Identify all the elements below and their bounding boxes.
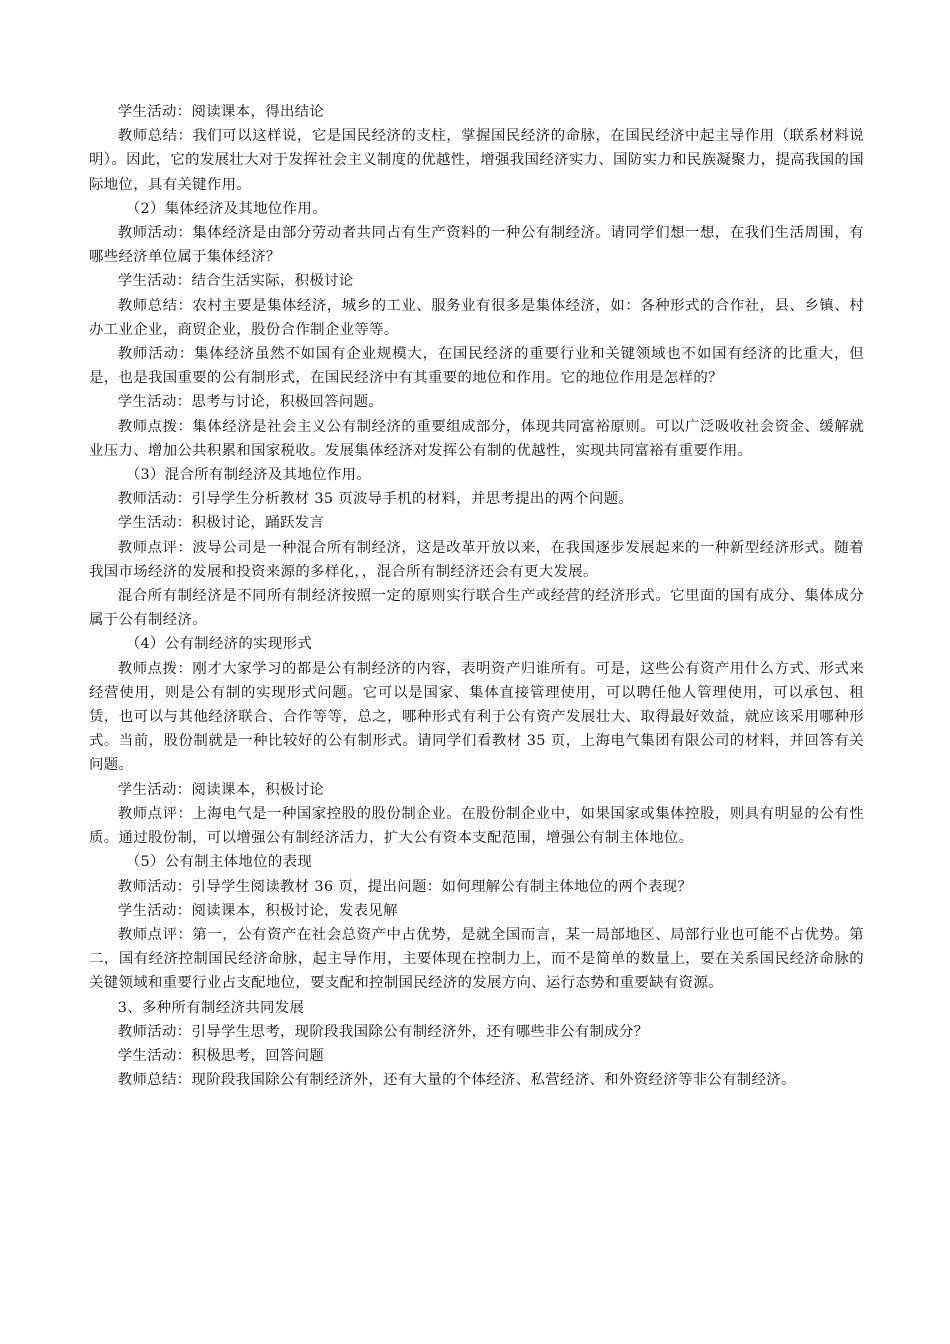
paragraph: 教师总结：我们可以这样说，它是国民经济的支柱，掌握国民经济的命脉，在国民经济中起主导作用（联系材料说明）。因此，它的发展壮大对于发挥社会主义制度的优越性，增强我国经济实力、国防实力和民族凝聚力，提高我国的国际地位，具有关键作用。 bbox=[89, 128, 864, 193]
paragraph: 教师总结：农村主要是集体经济，城乡的工业、服务业有很多是集体经济，如：各种形式的合作社，县、乡镇、村办工业企业，商贸企业，股份合作制企业等等。 bbox=[89, 297, 864, 338]
paragraph: 教师点拨：集体经济是社会主义公有制经济的重要组成部分，体现共同富裕原则。可以广泛吸收社会资金、缓解就业压力、增加公共积累和国家税收。发展集体经济对发挥公有制的优越性，实现共同富裕有重要作用。 bbox=[89, 418, 864, 459]
paragraph: 学生活动：积极思考，回答问题 bbox=[117, 1047, 325, 1064]
paragraph: 教师活动：集体经济是由部分劳动者共同占有生产资料的一种公有制经济。请同学们想一想，在我们生活周围，有哪些经济单位属于集体经济？ bbox=[89, 225, 864, 266]
paragraph: 教师活动：引导学生阅读教材 36 页，提出问题：如何理解公有制主体地位的两个表现？ bbox=[117, 878, 693, 895]
section-heading: 3、多种所有制经济共同发展 bbox=[117, 999, 305, 1016]
section-heading: （4）公有制经济的实现形式 bbox=[125, 636, 313, 653]
paragraph: 混合所有制经济是不同所有制经济按照一定的原则实行联合生产或经营的经济形式。它里面的国有成分、集体成分属于公有制经济。 bbox=[89, 588, 864, 629]
paragraph: 教师活动：引导学生分析教材 35 页波导手机的材料，并思考提出的两个问题。 bbox=[117, 491, 634, 508]
paragraph: 教师活动：引导学生思考，现阶段我国除公有制经济外，还有哪些非公有制成分？ bbox=[117, 1023, 649, 1040]
paragraph: 学生活动：结合生活实际，积极讨论 bbox=[117, 273, 354, 290]
paragraph: 教师点拨：刚才大家学习的都是公有制经济的内容，表明资产归谁所有。可是，这些公有资产用什么方式、形式来经营使用，则是公有制的实现形式问题。它可以是国家、集体直接管理使用，可以聘任他人管理使用，可以承包、租赁，也可以与其他经济联合、合作等等，总之，哪种形式有利于公有资产发展壮大、取得最好效益，就应该采用哪种形式。当前，股份制就是一种比较好的公有制形式。请同学们看教材 35 页，上海电气集团有限公司的材料，并回答有关问题。 bbox=[89, 660, 864, 774]
paragraph: 学生活动：思考与讨论，积极回答问题。 bbox=[117, 394, 384, 411]
paragraph: 学生活动：阅读课本，得出结论 bbox=[117, 104, 325, 120]
paragraph: 教师活动：集体经济虽然不如国有企业规模大，在国民经济的重要行业和关键领域也不如国有经济的比重大，但是，也是我国重要的公有制形式，在国民经济中有其重要的地位和作用。它的地位作用是怎样的？ bbox=[89, 346, 864, 387]
paragraph: 学生活动：积极讨论，踊跃发言 bbox=[117, 515, 325, 532]
section-heading: （5）公有制主体地位的表现 bbox=[125, 854, 313, 871]
paragraph: 学生活动：阅读课本，积极讨论 bbox=[117, 781, 325, 798]
paragraph: 学生活动：阅读课本，积极讨论，发表见解 bbox=[117, 902, 398, 919]
paragraph: 教师点评：上海电气是一种国家控股的股份制企业。在股份制企业中，如果国家或集体控股，则具有明显的公有性质。通过股份制，可以增强公有制经济活力，扩大公有资本支配范围，增强公有制主体地位。 bbox=[89, 805, 864, 847]
section-heading: （2）集体经济及其地位作用。 bbox=[125, 200, 327, 217]
paragraph: 教师总结：现阶段我国除公有制经济外，还有大量的个体经济、私营经济、和外资经济等非公有制经济。 bbox=[117, 1072, 796, 1089]
paragraph: 教师点评：波导公司是一种混合所有制经济，这是改革开放以来，在我国逐步发展起来的一种新型经济形式。随着我国市场经济的发展和投资来源的多样化，，混合所有制经济还会有更大发展。 bbox=[89, 539, 864, 580]
section-heading: （3）混合所有制经济及其地位作用。 bbox=[125, 467, 372, 484]
paragraph: 教师点评：第一，公有资产在社会总资产中占优势，是就全国而言，某一局部地区、局部行业也可能不占优势。第二，国有经济控制国民经济命脉，起主导作用，主要体现在控制力上，而不是简单的数量上，要在关系国民经济命脉的关键领域和重要行业占支配地位，要支配和控制国民经济的发展方向、运行态势和重要缺有资源。 bbox=[89, 926, 864, 992]
document-body bbox=[89, 100, 864, 1092]
